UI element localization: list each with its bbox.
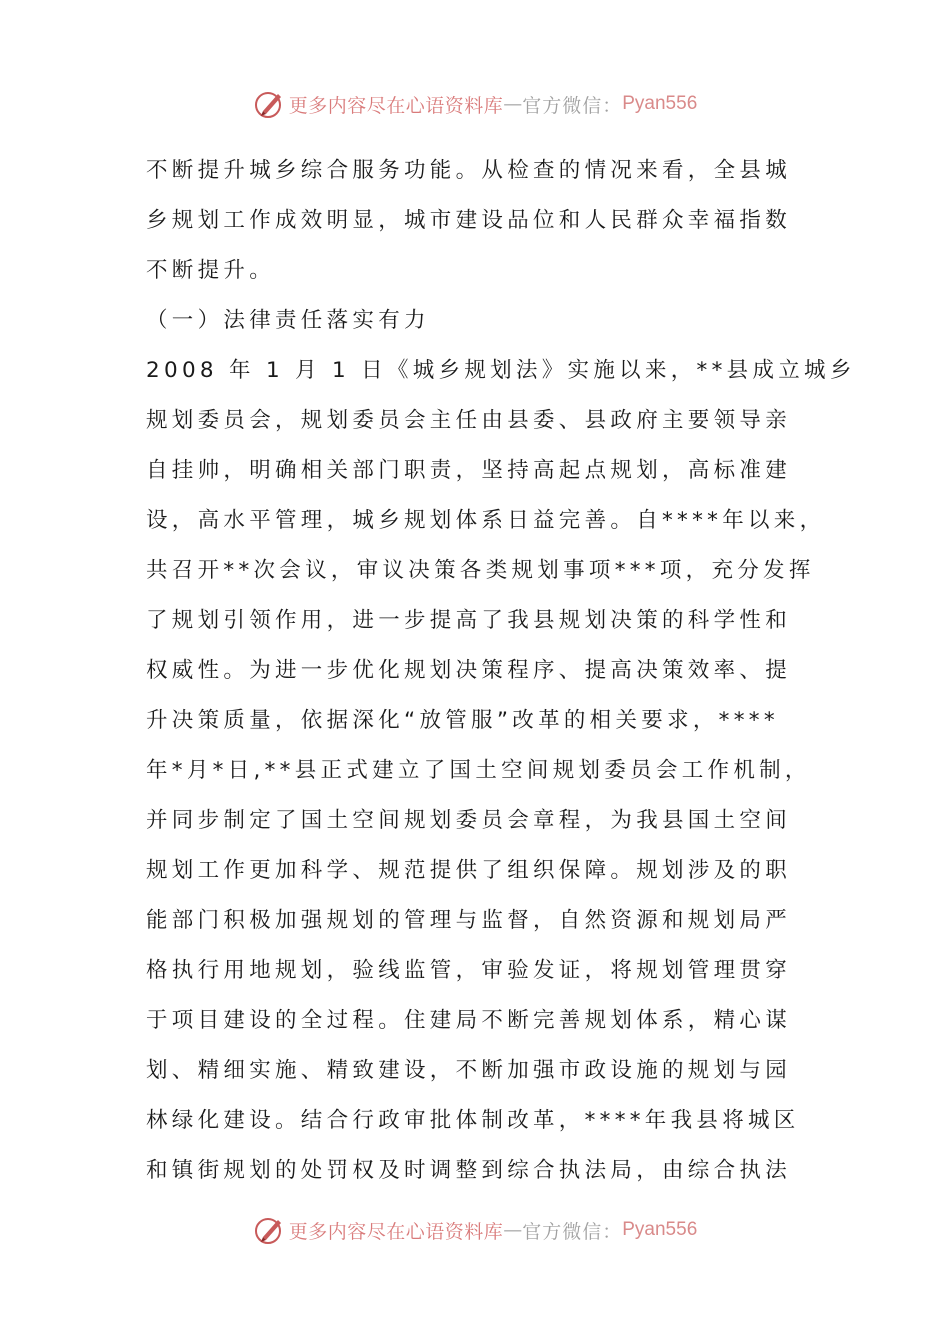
banner-text: 更多内容尽在心语资料库 (288, 94, 504, 117)
banner-contact-label: 官方微信： (522, 1220, 623, 1243)
text-line: 能部门积极加强规划的管理与监督，自然资源和规划局严 (146, 908, 792, 933)
banner-contact-label: 官方微信： (522, 94, 623, 117)
text-line: 格执行用地规划，验线监管，审验发证，将规划管理贯穿 (146, 958, 792, 983)
banner-wechat-handle: Pyan556 (622, 1219, 698, 1240)
text-line: 并同步制定了国土空间规划委员会章程，为我县国土空间 (146, 808, 792, 833)
text-line: 了规划引领作用，进一步提高了我县规划决策的科学性和 (146, 608, 792, 633)
footer-watermark-banner (0, 1210, 950, 1250)
text-line: 权威性。为进一步优化规划决策程序、提高决策效率、提 (146, 658, 792, 683)
text-line: 规划工作更加科学、规范提供了组织保障。规划涉及的职 (146, 858, 792, 883)
banner-dash: — (503, 1219, 523, 1241)
text-line: 规划委员会，规划委员会主任由县委、县政府主要领导亲 (146, 408, 792, 433)
section-heading: （一）法律责任落实有力 (146, 308, 430, 333)
banner-wechat-handle: Pyan556 (622, 93, 698, 114)
text-line: 划、精细实施、精致建设，不断加强市政设施的规划与园 (146, 1058, 792, 1083)
text-line: 林绿化建设。结合行政审批体制改革，****年我县将城区 (146, 1108, 800, 1133)
pen-logo-icon (253, 88, 285, 120)
text-line: 不断提升。 (146, 258, 276, 283)
document-body (146, 146, 856, 1196)
header-watermark-banner (0, 84, 950, 124)
text-line: 年*月*日,**县正式建立了国土空间规划委员会工作机制， (146, 758, 811, 783)
text-line: 于项目建设的全过程。住建局不断完善规划体系，精心谋 (146, 1008, 792, 1033)
text-line: 自挂帅，明确相关部门职责，坚持高起点规划，高标准建 (146, 458, 792, 483)
banner-text: 更多内容尽在心语资料库 (288, 1220, 504, 1243)
text-line: 和镇街规划的处罚权及时调整到综合执法局，由综合执法 (146, 1158, 792, 1183)
text-line: 设，高水平管理，城乡规划体系日益完善。自****年以来， (146, 508, 826, 533)
pen-logo-icon (253, 1214, 285, 1246)
text-line: 乡规划工作成效明显，城市建设品位和人民群众幸福指数 (146, 208, 792, 233)
text-line: 不断提升城乡综合服务功能。从检查的情况来看，全县城 (146, 158, 792, 183)
text-line: 升决策质量，依据深化“放管服”改革的相关要求，**** (146, 708, 779, 733)
text-line: 2008 年 1 月 1 日《城乡规划法》实施以来，**县成立城乡 (146, 358, 856, 383)
text-line: 共召开**次会议，审议决策各类规划事项***项，充分发挥 (146, 558, 815, 583)
banner-dash: — (503, 93, 523, 115)
